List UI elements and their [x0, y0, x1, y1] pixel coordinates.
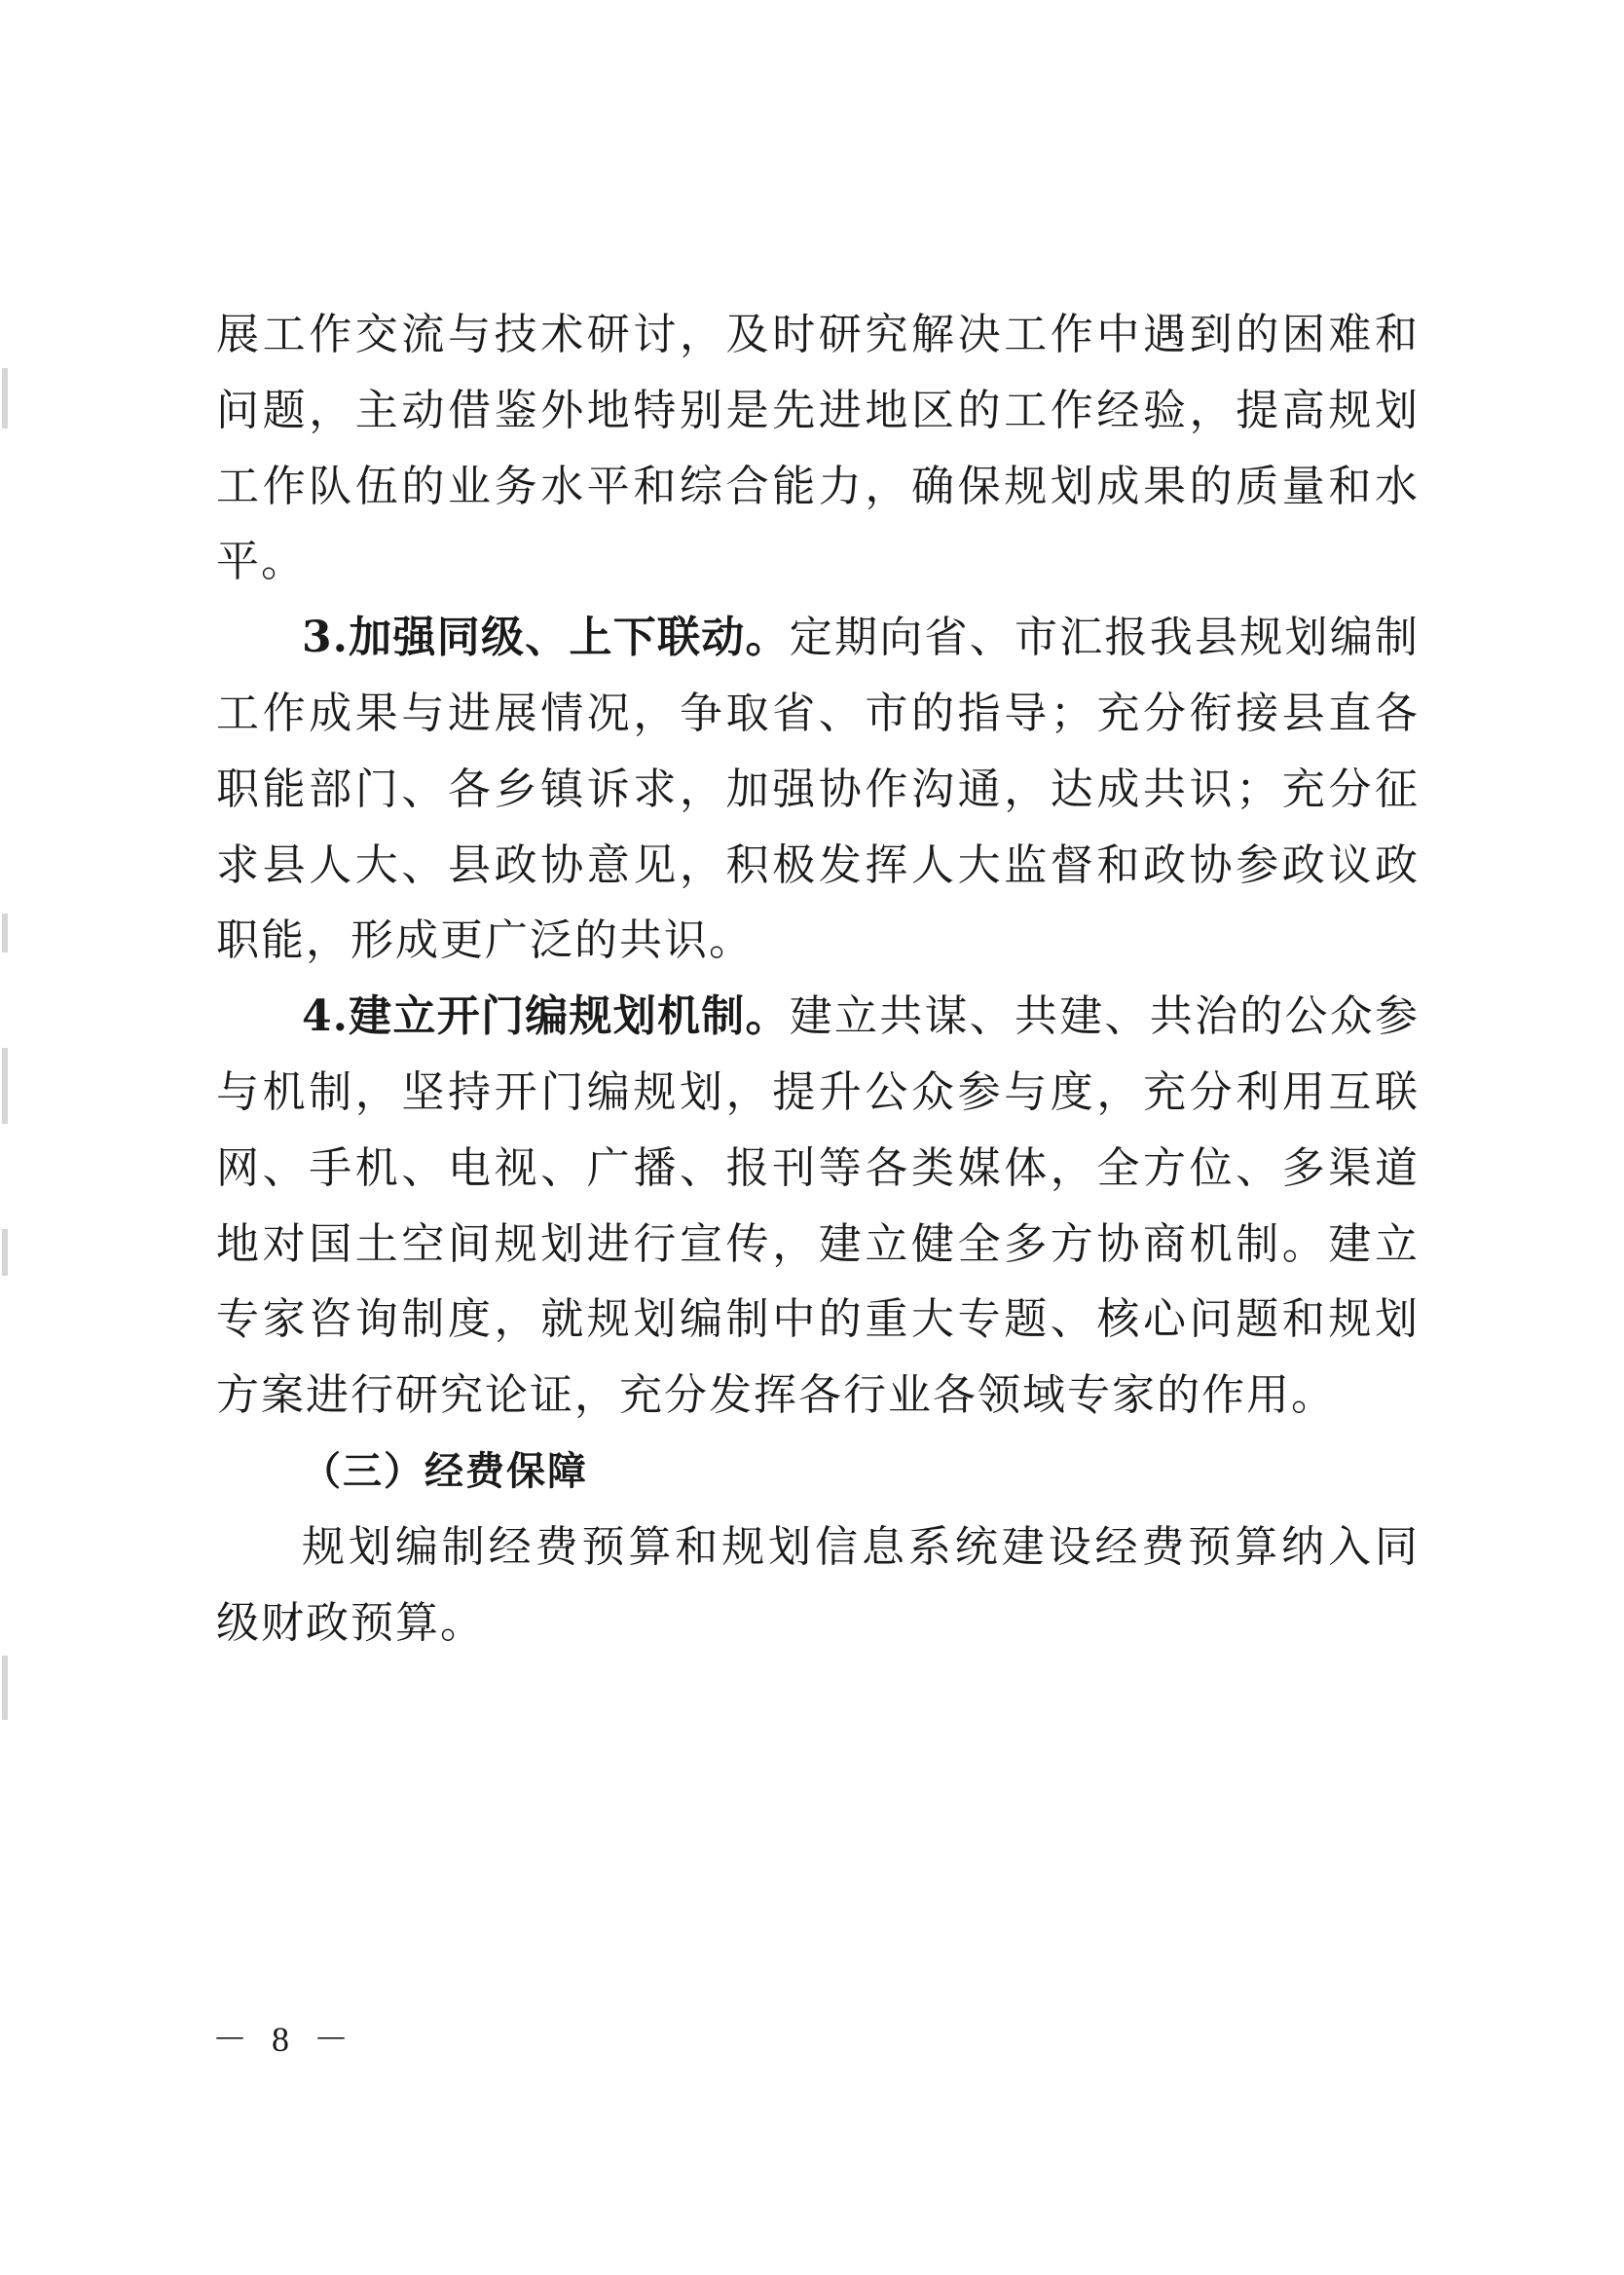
scan-edge-mark [2, 914, 8, 952]
scan-edge-mark [2, 1048, 8, 1124]
page-number: － 8 － [212, 2020, 357, 2059]
paragraph-funding: 规划编制经费预算和规划信息系统建设经费预算纳入同级财政预算。 [216, 1521, 1420, 1648]
paragraph-open-planning [216, 979, 1420, 1434]
scan-edge-mark [2, 368, 8, 429]
scan-edge-mark [2, 1656, 8, 1720]
section-heading-funding: （三）经费保障 [302, 1447, 588, 1494]
paragraph-body-open-planning: 建立共谋、共建、共治的公众参与机制，坚持开门编规划，提升公众参与度，充分利用互联网、手机、电视、广播、报刊等各类媒体，全方位、多渠道地对国土空间规划进行宣传，建立健全多方协商机制。建立专家咨询制度，就规划编制中的重大专题、核心问题和规划方案进行研究论证，充分发挥各行业各领域专家的作用。 [216, 991, 1421, 1421]
paragraph-linkage [216, 600, 1420, 979]
document-body [216, 297, 1420, 1660]
paragraph-continuation: 展工作交流与技术研讨，及时研究解决工作中遇到的困难和问题，主动借鉴外地特别是先进地区的工作经验，提高规划工作队伍的业务水平和综合能力，确保规划成果的质量和水平。 [216, 310, 1420, 587]
scan-edge-mark [2, 1229, 8, 1276]
paragraph-heading-open-planning: 4.建立开门编规划机制。 [302, 991, 790, 1042]
paragraph-body-linkage: 定期向省、市汇报我县规划编制工作成果与进展情况，争取省、市的指导；充分衔接县直各职能部门、各乡镇诉求，加强协作沟通，达成共识；充分征求县人大、县政协意见，积极发挥人大监督和政协参政议政职能，形成更广泛的共识。 [216, 613, 1421, 966]
paragraph-heading-linkage: 3.加强同级、上下联动。 [302, 613, 790, 663]
